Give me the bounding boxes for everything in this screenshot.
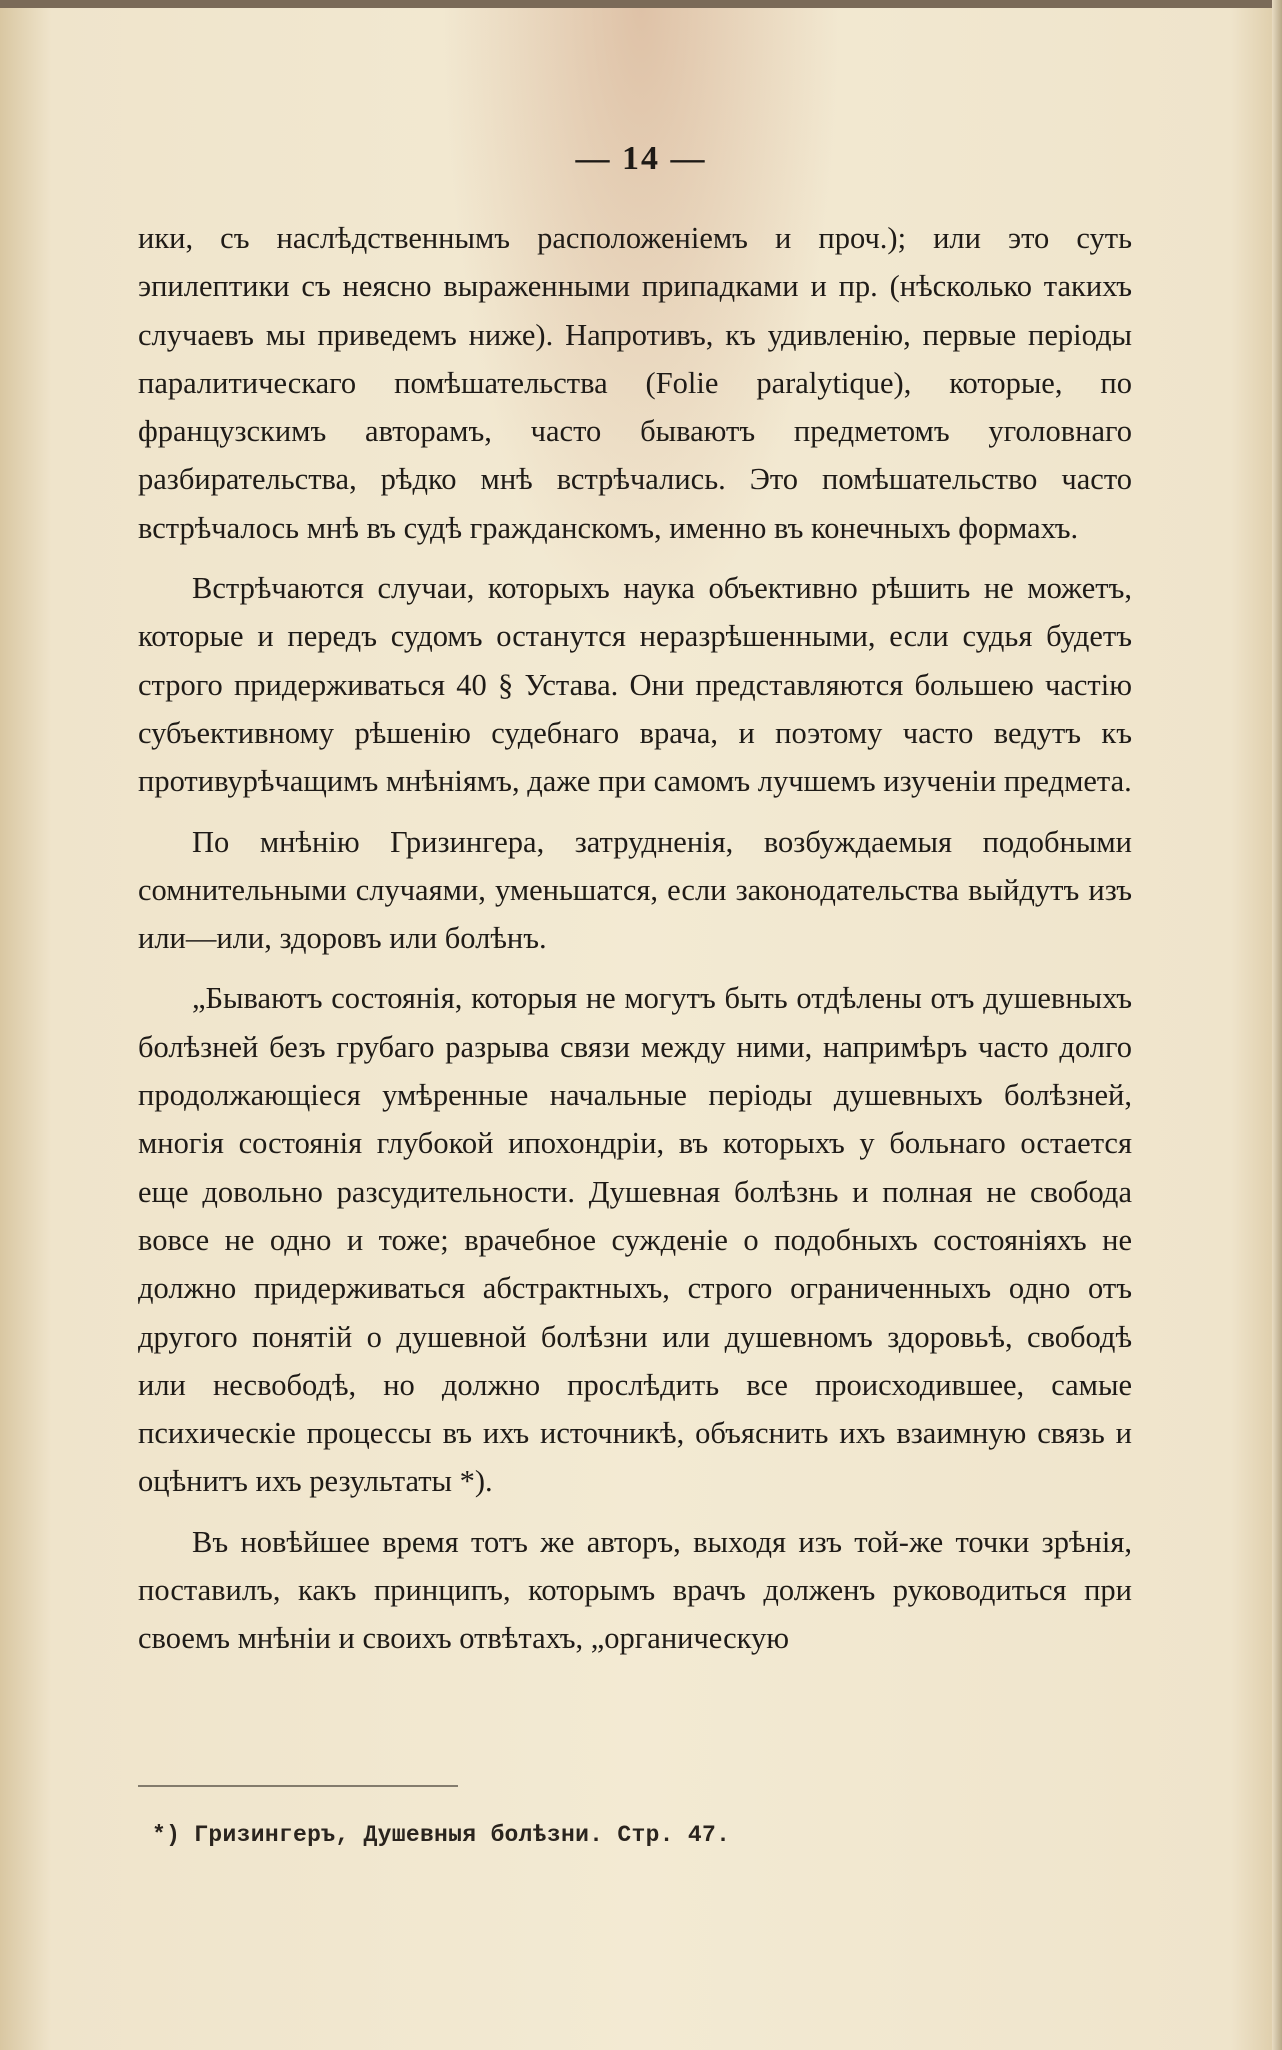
paragraph: По мнѣнiю Гризингера, затрудненiя, возбуждаемыя подобными сомнительными случаями, уменьшатся, если законодательства выйдутъ изъ или—или, здоровъ или болѣнъ. [138, 824, 1132, 956]
footnote: *) Гризингеръ, Душевныя болѣзни. Стр. 47. [152, 1822, 731, 1848]
paragraph: Въ новѣйшее время тотъ же авторъ, выходя изъ той-же точки зрѣнiя, поставилъ, какъ принципъ, которымъ врачъ долженъ руководиться при своемъ мнѣнiи и своихъ отвѣтахъ, „органическую [138, 1524, 1132, 1656]
paragraph: „Бываютъ состоянiя, которыя не могутъ быть отдѣлены отъ душевныхъ болѣзней безъ грубаго разрыва связи между ними, напримѣръ часто долго продолжающiеся умѣренные начальные перiоды душевныхъ болѣзней, многiя состоянiя глубокой ипохондрiи, въ которыхъ у больнаго остается еще довольно разсудительности. Душевная болѣзнь и полная не свобода вовсе не одно и тоже; врачебное сужденiе о подобныхъ состоянiяхъ не должно придерживаться абстрактныхъ, строго ограниченныхъ одно отъ другого понятiй о душевной болѣзни или душевномъ здоровьѣ, свободѣ или несвободѣ, но должно прослѣдить все происходившее, самые психическiе процессы въ ихъ источникѣ, объяснить ихъ взаимную связь и оцѣнитъ ихъ результаты *). [138, 981, 1132, 1499]
footnote-divider [138, 1785, 458, 1787]
main-text [138, 214, 1132, 1663]
paragraph: ики, съ наслѣдственнымъ расположенiемъ и проч.); или это суть эпилептики съ неясно выраженными припадками и пр. (нѣсколько такихъ случаевъ мы приведемъ ниже). Напротивъ, къ удивленiю, первые перiоды паралитическаго помѣшательства (Folie paralytique), которые, по французскимъ авторамъ, часто бываютъ предметомъ уголовнаго разбирательства, рѣдко мнѣ встрѣчались. Это помѣшательство часто встрѣчалось мнѣ въ судѣ гражданскомъ, именно въ конечныхъ формахъ. [138, 221, 1132, 545]
page-right-edge [1272, 0, 1282, 2050]
page-top-edge [0, 0, 1282, 8]
paragraph: Встрѣчаются случаи, которыхъ наука объективно рѣшить не можетъ, которые и передъ судомъ останутся неразрѣшенными, если судья будетъ строго придерживаться 40 § Устава. Они представляются большею частiю субъективному рѣшенiю судебнаго врача, и поэтому часто ведутъ къ противурѣчащимъ мнѣнiямъ, даже при самомъ лучшемъ изученiи предмета. [138, 571, 1132, 799]
page-number: — 14 — [575, 140, 707, 177]
